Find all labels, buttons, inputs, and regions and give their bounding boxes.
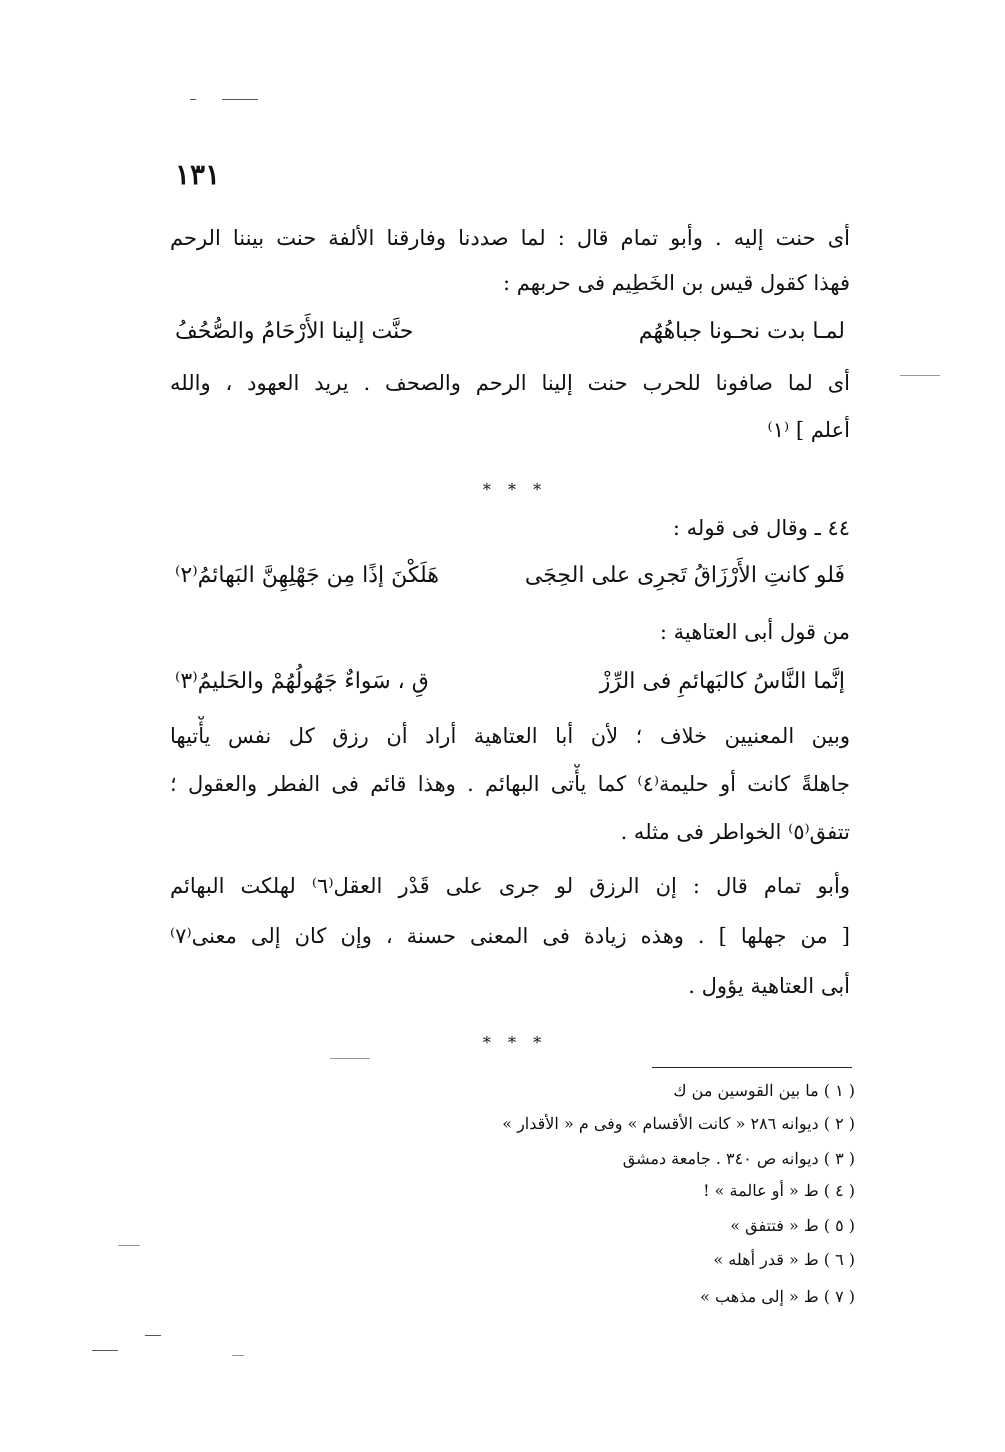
scan-mark	[900, 375, 940, 376]
text-line: أعلم ] ⁽١⁾	[767, 418, 850, 442]
footnote: ( ١ ) ما بين القوسين من ك	[673, 1081, 855, 1100]
text-line: فهذا كقول قيس بن الخَطِيم فى حربهم :	[502, 271, 850, 295]
text-line: وأبو تمام قال : إن الرزق لو جرى على قَدْر العقل⁽٦⁾ لهلكت البهائم	[170, 874, 850, 898]
footnote: ( ٤ ) ط « أو عالمة » !	[703, 1181, 855, 1200]
footnote-rule	[652, 1067, 852, 1068]
poetry-verse	[175, 310, 845, 354]
text-line: جاهلةً كانت أو حليمة⁽٤⁾ كما يأْتى البهائم . وهذا قائم فى الفطر والعقول ؛	[170, 772, 850, 796]
scan-mark	[190, 99, 196, 100]
footnote: ( ٧ ) ط « إلى مذهب »	[700, 1287, 855, 1306]
text-line: أى لما صافونا للحرب حنت إلينا الرحم والصحف . يريد العهود ، والله	[170, 371, 850, 395]
verse-first-hemistich: إنَّما النَّاسُ كالبَهائمِ فى الرِّزْ	[599, 669, 845, 694]
page-number: ١٣١	[175, 158, 221, 191]
text-line: أبى العتاهية يؤول .	[688, 974, 850, 998]
verse-second-hemistich: حنَّت إلينا الأَرْحَامُ والصُّحُفُ	[175, 319, 414, 344]
verse-first-hemistich: فَلو كانتِ الأَرْزَاقُ تَجرِى على الحِجَى	[524, 563, 845, 588]
section-separator: * * *	[482, 480, 548, 499]
footnote: ( ٣ ) ديوانه ص ٣٤٠ . جامعة دمشق	[622, 1149, 855, 1168]
text-line: أى حنت إليه . وأبو تمام قال : لما صددنا وفارقنا الألفة حنت بيننا الرحم	[170, 226, 850, 250]
verse-second-hemistich: هَلَكْنَ إذًا مِن جَهْلِهِنَّ البَهائمُ⁽٢⁾	[175, 563, 439, 588]
scan-mark	[118, 1245, 140, 1246]
section-separator: * * *	[482, 1033, 548, 1052]
scan-mark	[330, 1058, 370, 1059]
section-heading: ٤٤ ـ وقال فى قوله :	[672, 516, 850, 540]
scan-mark	[92, 1350, 118, 1351]
poetry-verse	[175, 660, 845, 704]
scan-mark	[232, 1355, 244, 1356]
text-line: وبين المعنيين خلاف ؛ لأن أبا العتاهية أراد أن رزق كل نفس يأْتيها	[170, 724, 850, 748]
text-line: تتفق⁽٥⁾ الخواطر فى مثله .	[620, 820, 850, 844]
scan-mark	[145, 1335, 161, 1336]
poetry-verse	[175, 554, 845, 598]
text-line: من قول أبى العتاهية :	[659, 620, 850, 644]
verse-first-hemistich: لمـا بدت نحـونا جباهُهُم	[638, 319, 845, 344]
text-line: [ من جهلها ] . وهذه زيادة فى المعنى حسنة ، وإن كان إلى معنى⁽٧⁾	[170, 924, 850, 948]
footnote: ( ٥ ) ط « فتتفق »	[730, 1216, 855, 1235]
scan-mark	[222, 99, 258, 100]
verse-second-hemistich: قِ ، سَواءٌ جَهُولُهُمْ والحَليمُ⁽٣⁾	[175, 669, 429, 694]
footnote: ( ٦ ) ط « قدر أهله »	[713, 1250, 855, 1269]
footnote: ( ٢ ) ديوانه ٢٨٦ « كانت الأقسام » وفى م « الأقدار »	[502, 1114, 855, 1133]
